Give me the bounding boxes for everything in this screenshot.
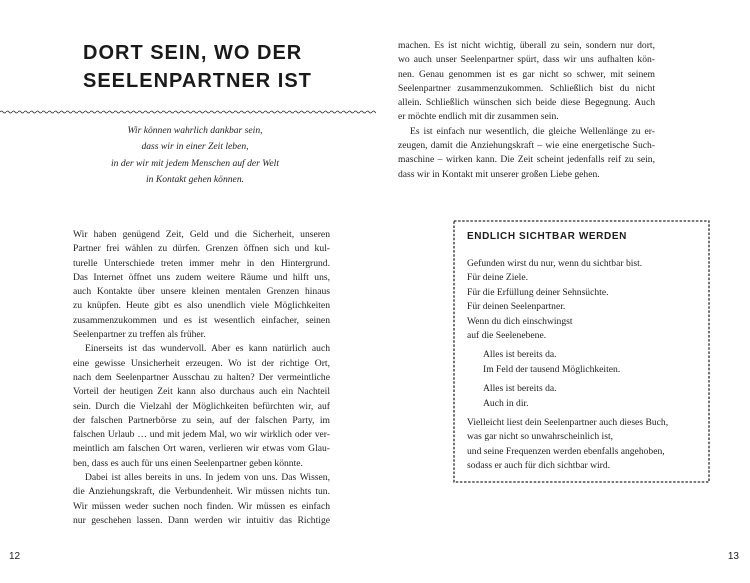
box-stanza [467, 348, 703, 377]
box-line: was gar nicht so unwahrscheinlich ist, [467, 431, 614, 443]
body-line: Wir müssen weder suchen noch finden. Wir müssen es einfach [73, 500, 330, 512]
quote-line: dass wir in einer Zeit leben, [141, 141, 249, 153]
body-line: falschen Urlaub … und mit jedem Mal, wo wir wirklich oder ver- [73, 429, 330, 441]
body-line: Es ist einfach nur wesentlich, die gleiche Wellenlänge zu er- [410, 125, 655, 137]
body-line: Einerseits ist das wundervoll. Aber es kann natürlich auch [85, 343, 330, 355]
title-line: DORT SEIN, WO DER [83, 42, 303, 64]
paragraph [73, 342, 330, 471]
box-line: Für deine Ziele. [467, 272, 529, 284]
box-line: auf die Seelenebene. [467, 329, 547, 341]
body-line: nur geschehen lassen. Dann werden wir intuitiv das Richtige [73, 514, 330, 526]
right-page [375, 0, 750, 583]
body-line: zusammenzukommen und es ist wesentlich einfacher, seinen [73, 314, 330, 326]
sidebar-box [453, 220, 710, 483]
paragraph [398, 125, 655, 182]
body-line: machen. Es ist nicht wichtig, überall zu sein, sondern nur dort, [398, 40, 655, 51]
body-line: sein. Durch die Vielzahl der Möglichkeiten befürchten wir, auf [73, 400, 330, 412]
paragraph [73, 228, 330, 342]
box-line: Gefunden wirst du nur, wenn du sichtbar bist. [467, 258, 643, 269]
box-line: Für deinen Seelenpartner. [467, 301, 566, 313]
body-line: eine gewisse Unsicherheit erzeugen. Wo ist der richtige Ort, [73, 357, 330, 369]
title-line: SEELENPARTNER IST [83, 70, 312, 92]
paragraph [73, 471, 330, 528]
body-line: maschine – wirken kann. Die Zeit scheint jedenfalls reif zu sein, [398, 154, 655, 166]
body-line: auch Kontakte über unsere kleinen mentalen Grenzen hinaus [73, 286, 330, 298]
box-heading: ENDLICH SICHTBAR WERDEN [467, 231, 627, 242]
paragraph [398, 39, 655, 125]
page-number: 13 [727, 551, 739, 562]
body-line: Dabei ist alles bereits in uns. In jedem von uns. Das Wissen, [85, 472, 330, 484]
box-stanza [467, 382, 703, 411]
body-line: dass wir in Kontakt mit unserer großen Liebe gehen. [398, 168, 600, 180]
body-line: meintlich am falschen Ort waren, verlieren wir etwas vom Glau- [73, 443, 330, 455]
body-line: Seelenpartner zu treffen als früher. [73, 329, 206, 341]
body-line: zeugen, damit die Anziehungskraft – wie eine energetische Such- [398, 140, 655, 152]
page-number: 12 [9, 551, 21, 562]
body-line: wo auch unser Seelenpartner spürt, dass wir uns aufhalten kön- [398, 54, 655, 66]
box-stanza [467, 257, 703, 343]
wavy-divider [0, 109, 376, 115]
quote-line: in Kontakt gehen können. [145, 173, 245, 185]
body-text [73, 228, 330, 528]
body-line: Partner frei wählen zu dürfen. Grenzen öffnen sich und kul- [73, 243, 330, 255]
box-line: Wenn du dich einschwingst [467, 315, 573, 327]
body-line: allein. Schließlich wünschen sich beide diese Begegnung. Auch [398, 97, 655, 109]
body-line: Das Internet öffnet uns zudem weitere Räume und hilft uns, [73, 271, 330, 283]
quote-line: Wir können wahrlich dankbar sein, [127, 125, 263, 136]
box-line: Alles ist bereits da. [483, 349, 557, 361]
body-text [398, 39, 655, 182]
body-line: turelle Unterschiede treten immer mehr in den Hintergrund. [73, 257, 330, 269]
body-line: Wir haben genügend Zeit, Geld und die Sicherheit, unseren [73, 229, 330, 240]
box-line: Im Feld der tausend Möglichkeiten. [483, 363, 621, 375]
box-text [467, 257, 703, 473]
epigraph-quote [60, 123, 330, 188]
body-line: zu knüpfen. Heute gibt es also unendlich viele Möglichkeiten [73, 300, 330, 312]
body-line: nach dem Seelenpartner Ausschau zu halten? Der vermeintliche [73, 371, 330, 383]
box-stanza [467, 416, 703, 474]
body-line: er möchte endlich mit dir zusammen sein. [398, 111, 559, 123]
box-line: Auch in dir. [483, 397, 529, 409]
chapter-title [83, 39, 312, 95]
box-line: Vielleicht liest dein Seelenpartner auch dieses Buch, [467, 416, 669, 428]
box-line: sodass er auch für dich sichtbar wird. [467, 460, 611, 472]
box-line: Für die Erfüllung deiner Sehnsüchte. [467, 286, 609, 298]
box-line: und seine Frequenzen werden ebenfalls angehoben, [467, 445, 665, 457]
box-line: Alles ist bereits da. [483, 383, 557, 395]
body-line: nen. Genau genommen ist es gar nicht so schwer, mit seinem [398, 68, 655, 80]
body-line: der falschen Partnerbörse zu sein, auf der falschen Party, im [73, 414, 330, 426]
quote-line: in der wir mit jedem Menschen auf der Welt [110, 157, 280, 169]
body-line: Vorteil der heutigen Zeit kann also durchaus auch ein Nachteil [73, 386, 330, 398]
body-line: ben, dass es auch für uns einen Seelenpartner geben könnte. [73, 457, 303, 469]
body-line: die Anziehungskraft, die Verbundenheit. Wir müssen nichts tun. [73, 486, 330, 498]
body-line: Seelenpartner zusammenzukommen. Schließlich bist du nicht [398, 82, 655, 94]
